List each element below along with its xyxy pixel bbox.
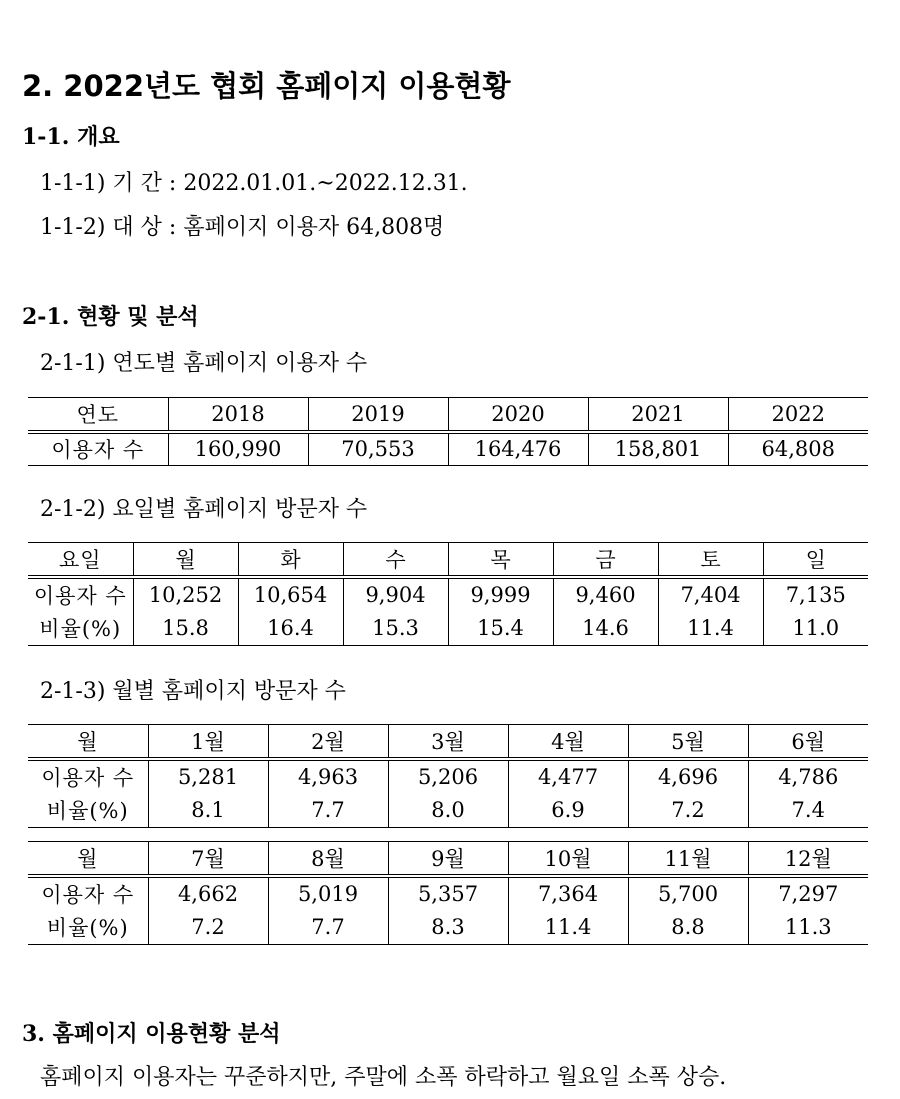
row-label-cell: 비율(%) (28, 612, 133, 646)
table-cell: 4월 (508, 725, 628, 759)
table-cell: 11.4 (508, 911, 628, 945)
table-cell: 8.0 (388, 794, 508, 828)
overview-target: 1-1-2) 대 상 : 홈페이지 이용자 64,808명 (40, 215, 445, 240)
table-cell: 64,808 (728, 432, 868, 466)
table-cell: 3월 (388, 725, 508, 759)
summary-heading: 3. 홈페이지 이용현황 분석 (22, 1021, 281, 1047)
table-cell: 5,700 (628, 876, 748, 911)
table-cell: 10월 (508, 842, 628, 876)
table-cell: 5,281 (148, 759, 268, 794)
table-cell: 14.6 (553, 612, 658, 646)
table-cell: 2022 (728, 398, 868, 432)
table-cell: 7.4 (748, 794, 868, 828)
table-cell: 2018 (168, 398, 308, 432)
table-cell: 4,477 (508, 759, 628, 794)
table-cell: 15.4 (448, 612, 553, 646)
monthly-table-part1 (28, 724, 868, 828)
table-cell: 7.7 (268, 911, 388, 945)
row-label-cell: 월 (28, 725, 148, 759)
table-cell: 11.0 (763, 612, 868, 646)
table-cell: 5,357 (388, 876, 508, 911)
table-cell: 8.1 (148, 794, 268, 828)
table-cell: 월 (133, 543, 238, 577)
row-label-cell: 이용자 수 (28, 876, 148, 911)
table-cell: 9월 (388, 842, 508, 876)
table-cell: 7,404 (658, 577, 763, 612)
table-cell: 7,364 (508, 876, 628, 911)
table-cell: 11월 (628, 842, 748, 876)
table-cell: 15.3 (343, 612, 448, 646)
table-cell: 7,297 (748, 876, 868, 911)
monthly-caption: 2-1-3) 월별 홈페이지 방문자 수 (40, 679, 346, 704)
table-cell: 4,696 (628, 759, 748, 794)
row-label-cell: 이용자 수 (28, 577, 133, 612)
overview-heading: 1-1. 개요 (22, 124, 120, 150)
weekday-users-row (28, 577, 868, 612)
table-cell: 수 (343, 543, 448, 577)
table-cell: 8월 (268, 842, 388, 876)
monthly2-header-row (28, 842, 868, 876)
yearly-caption: 2-1-1) 연도별 홈페이지 이용자 수 (40, 351, 368, 376)
table-cell: 158,801 (588, 432, 728, 466)
monthly-table-part2 (28, 841, 868, 945)
table-cell: 160,990 (168, 432, 308, 466)
table-cell: 16.4 (238, 612, 343, 646)
table-cell: 10,654 (238, 577, 343, 612)
analysis-heading: 2-1. 현황 및 분석 (22, 304, 199, 330)
table-cell: 2월 (268, 725, 388, 759)
table-cell: 9,999 (448, 577, 553, 612)
table-cell: 15.8 (133, 612, 238, 646)
monthly2-ratio-row (28, 911, 868, 945)
table-cell: 12월 (748, 842, 868, 876)
yearly-header-row (28, 398, 868, 432)
table-cell: 2021 (588, 398, 728, 432)
table-cell: 화 (238, 543, 343, 577)
yearly-table (28, 397, 868, 466)
table-cell: 11.4 (658, 612, 763, 646)
row-label-cell: 월 (28, 842, 148, 876)
table-cell: 4,963 (268, 759, 388, 794)
row-label-cell: 비율(%) (28, 911, 148, 945)
table-cell: 토 (658, 543, 763, 577)
monthly1-header-row (28, 725, 868, 759)
table-cell: 10,252 (133, 577, 238, 612)
table-cell: 7.7 (268, 794, 388, 828)
weekday-header-row (28, 543, 868, 577)
row-label-cell: 이용자 수 (28, 432, 168, 466)
table-cell: 일 (763, 543, 868, 577)
weekday-table (28, 542, 868, 646)
row-label-cell: 이용자 수 (28, 759, 148, 794)
table-cell: 7,135 (763, 577, 868, 612)
monthly1-ratio-row (28, 794, 868, 828)
table-cell: 5,019 (268, 876, 388, 911)
row-label-cell: 요일 (28, 543, 133, 577)
table-cell: 8.8 (628, 911, 748, 945)
summary-text: 홈페이지 이용자는 꾸준하지만, 주말에 소폭 하락하고 월요일 소폭 상승. (40, 1065, 727, 1090)
monthly2-users-row (28, 876, 868, 911)
table-cell: 9,904 (343, 577, 448, 612)
table-cell: 9,460 (553, 577, 658, 612)
table-cell: 2020 (448, 398, 588, 432)
page-title: 2. 2022년도 협회 홈페이지 이용현황 (22, 69, 511, 103)
row-label-cell: 연도 (28, 398, 168, 432)
table-cell: 7.2 (628, 794, 748, 828)
table-cell: 8.3 (388, 911, 508, 945)
table-cell: 6.9 (508, 794, 628, 828)
weekday-caption: 2-1-2) 요일별 홈페이지 방문자 수 (40, 497, 368, 522)
table-cell: 11.3 (748, 911, 868, 945)
table-cell: 6월 (748, 725, 868, 759)
table-cell: 1월 (148, 725, 268, 759)
table-cell: 70,553 (308, 432, 448, 466)
table-cell: 5,206 (388, 759, 508, 794)
table-cell: 4,786 (748, 759, 868, 794)
table-cell: 금 (553, 543, 658, 577)
yearly-users-row (28, 432, 868, 466)
row-label-cell: 비율(%) (28, 794, 148, 828)
table-cell: 2019 (308, 398, 448, 432)
monthly1-users-row (28, 759, 868, 794)
table-cell: 7.2 (148, 911, 268, 945)
table-cell: 7월 (148, 842, 268, 876)
overview-period: 1-1-1) 기 간 : 2022.01.01.~2022.12.31. (40, 171, 468, 196)
table-cell: 4,662 (148, 876, 268, 911)
table-cell: 5월 (628, 725, 748, 759)
table-cell: 목 (448, 543, 553, 577)
weekday-ratio-row (28, 612, 868, 646)
table-cell: 164,476 (448, 432, 588, 466)
